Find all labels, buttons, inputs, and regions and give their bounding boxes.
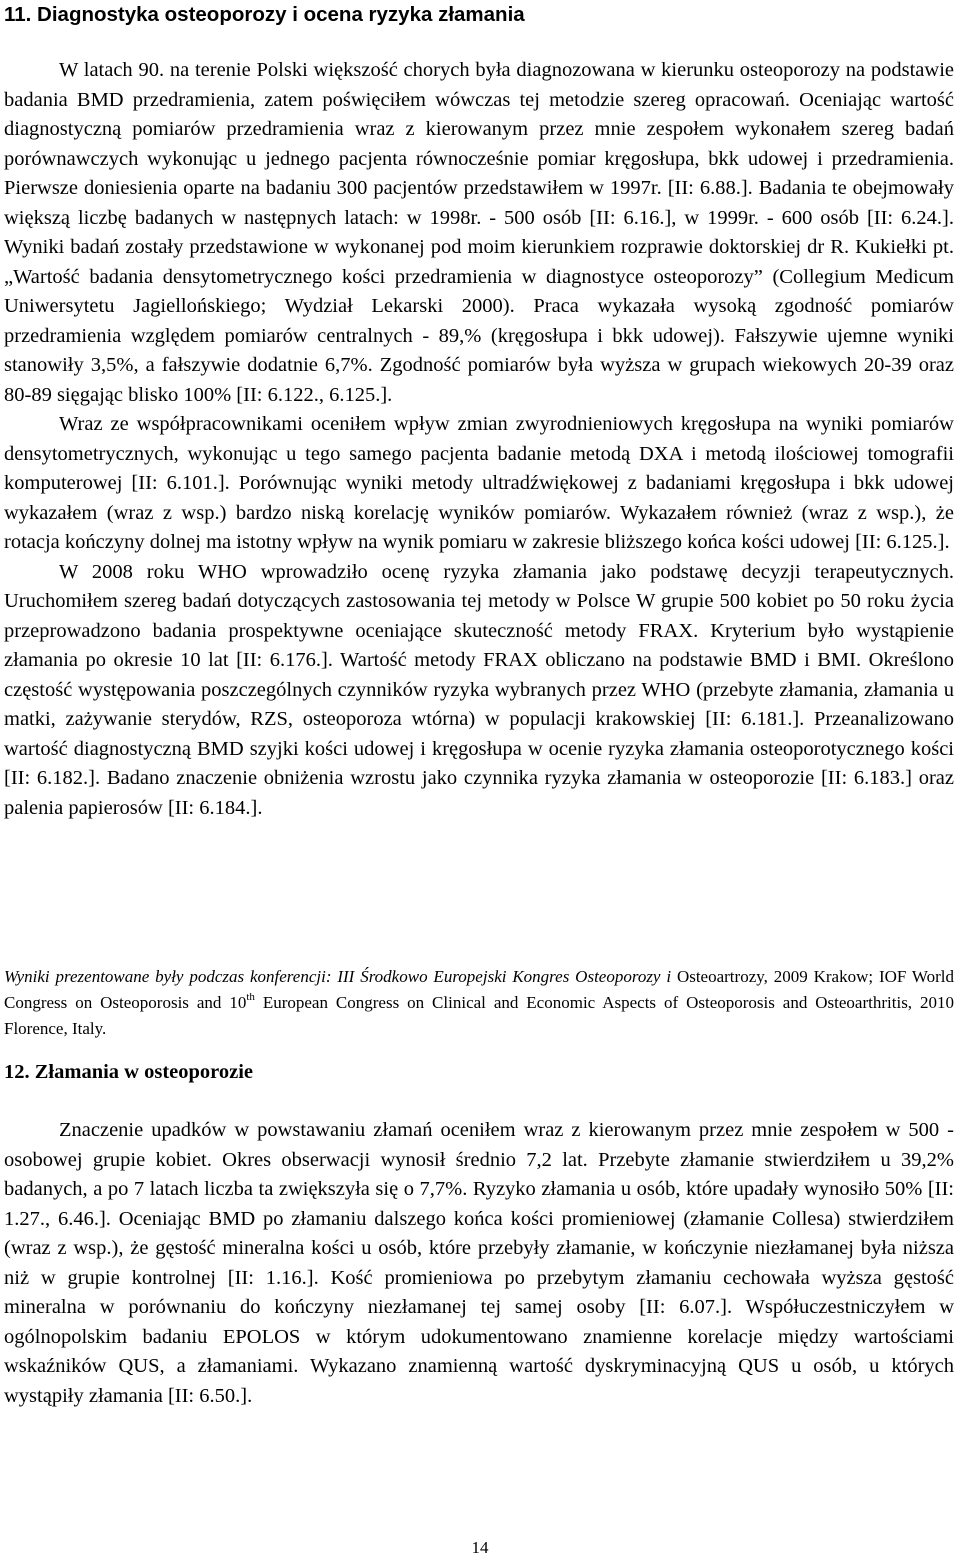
section-12-body bbox=[4, 1116, 954, 1411]
conference-note-italic: Wyniki prezentowane były podczas konferencji: III Środkowo Europejski Kongres Osteoporozy i bbox=[4, 967, 672, 986]
paragraph: Znaczenie upadków w powstawaniu złamań oceniłem wraz z kierowanym przez mnie zespołem w 500 - osobowej grupie kobiet. Okres obserwacji wynosił średnio 7,2 lat. Przebyte złamanie stwierdziłem u 39,2% badanych, a po 7 latach liczba ta zwiększyła się o 7,7%. Ryzyko złamania u osób, które upadały wynosiło 50% [II: 1.27., 6.46.]. Oceniając BMD po złamaniu dalszego końca kości promieniowej (złamanie Collesa) stwierdziłem (wraz z wsp.), że gęstość mineralna kości u osób, które przebyły złamanie, w kończynie niezłamanej była niższa niż w grupie kontrolnej [II: 1.16.]. Kość promieniowa po przebytym złamaniu cechowała wyższa gęstość mineralna w porównaniu do kończyny niezłamanej tej samej osoby [II: 6.07.]. Współuczestniczyłem w ogólnopolskim badaniu EPOLOS w którym udokumentowano znamienne korelacje między wartościami wskaźników QUS, a złamaniami. Wykazano znamienną wartość dyskryminacyjną QUS u osób, u których wystąpiły złamania [II: 6.50.]. bbox=[4, 1119, 954, 1407]
page-number: 14 bbox=[471, 1538, 489, 1557]
paragraph: Wraz ze współpracownikami oceniłem wpływ zmian zwyrodnieniowych kręgosłupa na wyniki pomiarów densytometrycznych, wykonując u tego samego pacjenta badanie metodą DXA i metodą ilościowej tomografii komputerowej [II: 6.101.]. Porównując wyniki metody ultradźwiękowej z badaniami kręgosłupa i bkk udowej wykazałem (wraz z wsp.) bardzo niską korelację wyników pomiarów. Wykazałem również (wraz z wsp.), że rotacja kończyny dolnej ma istotny wpływ na wynik pomiaru w zakresie bliższego końca kości udowej [II: 6.125.]. bbox=[4, 413, 954, 553]
section-12-heading: 12. Złamania w osteoporozie bbox=[4, 1061, 254, 1083]
paragraph: W latach 90. na terenie Polski większość chorych była diagnozowana w kierunku osteoporozy na podstawie badania BMD przedramienia, zatem poświęciłem wówczas tej metodzie szereg opracowań. Oceniając wartość diagnostyczną pomiarów przedramienia wraz z kierowanym przez mnie zespołem wykonałem szereg badań porównawczych wykonując u jednego pacjenta równocześnie pomiar kręgosłupa, bkk udowej i przedramienia. Pierwsze doniesienia oparte na badaniu 300 pacjentów przedstawiłem w 1997r. [II: 6.88.]. Badania te obejmowały większą liczbę badanych w następnych latach: w 1998r. - 500 osób [II: 6.16.], w 1999r. - 600 osób [II: 6.24.]. Wyniki badań zostały przedstawione w wykonanej pod moim kierunkiem rozprawie doktorskiej dr R. Kukiełki pt. „Wartość badania densytometrycznego kości przedramienia w diagnostyce osteoporozy” (Collegium Medicum Uniwersytetu Jagiellońskiego; Wydział Lekarski 2000). Praca wykazała wysoką zgodność pomiarów przedramienia względem pomiarów centralnych - 89,% (kręgosłupa i bkk udowej). Fałszywie ujemne wyniki stanowiły 3,5%, a fałszywie dodatnie 6,7%. Zgodność pomiarów była wyższa w grupach wiekowych 20-39 oraz 80-89 sięgając blisko 100% [II: 6.122., 6.125.]. bbox=[4, 59, 954, 406]
conference-note-text: Osteoartrozy, 2009 Krakow; IOF World Congress on Osteoporosis and 10 bbox=[4, 967, 954, 1012]
superscript: th bbox=[246, 991, 255, 1003]
conference-note bbox=[4, 964, 954, 1042]
section-11-heading: 11. Diagnostyka osteoporozy i ocena ryzyka złamania bbox=[4, 3, 525, 26]
paragraph: W 2008 roku WHO wprowadziło ocenę ryzyka złamania jako podstawę decyzji terapeutycznych. Uruchomiłem szereg badań dotyczących zastosowania tej metody w Polsce W grupie 500 kobiet po 50 roku życia przeprowadzono badania prospektywne oceniające skuteczność metody FRAX. Kryterium było wystąpienie złamania po okresie 10 lat [II: 6.176.]. Wartość metody FRAX obliczano na podstawie BMD i BMI. Określono częstość występowania poszczególnych czynników ryzyka wybranych przez WHO (przebyte złamania, złamania u matki, zażywanie sterydów, RZS, osteoporoza wtórna) w populacji krakowskiej [II: 6.181.]. Przeanalizowano wartość diagnostyczną BMD szyjki kości udowej i kręgosłupa w ocenie ryzyka złamania osteoporotycznego kości [II: 6.182.]. Badano znaczenie obniżenia wzrostu jako czynnika ryzyka złamania w osteoporozie [II: 6.183.] oraz palenia papierosów [II: 6.184.]. bbox=[4, 560, 954, 819]
conference-note-text: European Congress on Clinical and Economic Aspects of Osteoporosis and Osteoarthritis, 2010 Florence, Italy. bbox=[4, 993, 954, 1038]
section-11-body bbox=[4, 56, 954, 823]
